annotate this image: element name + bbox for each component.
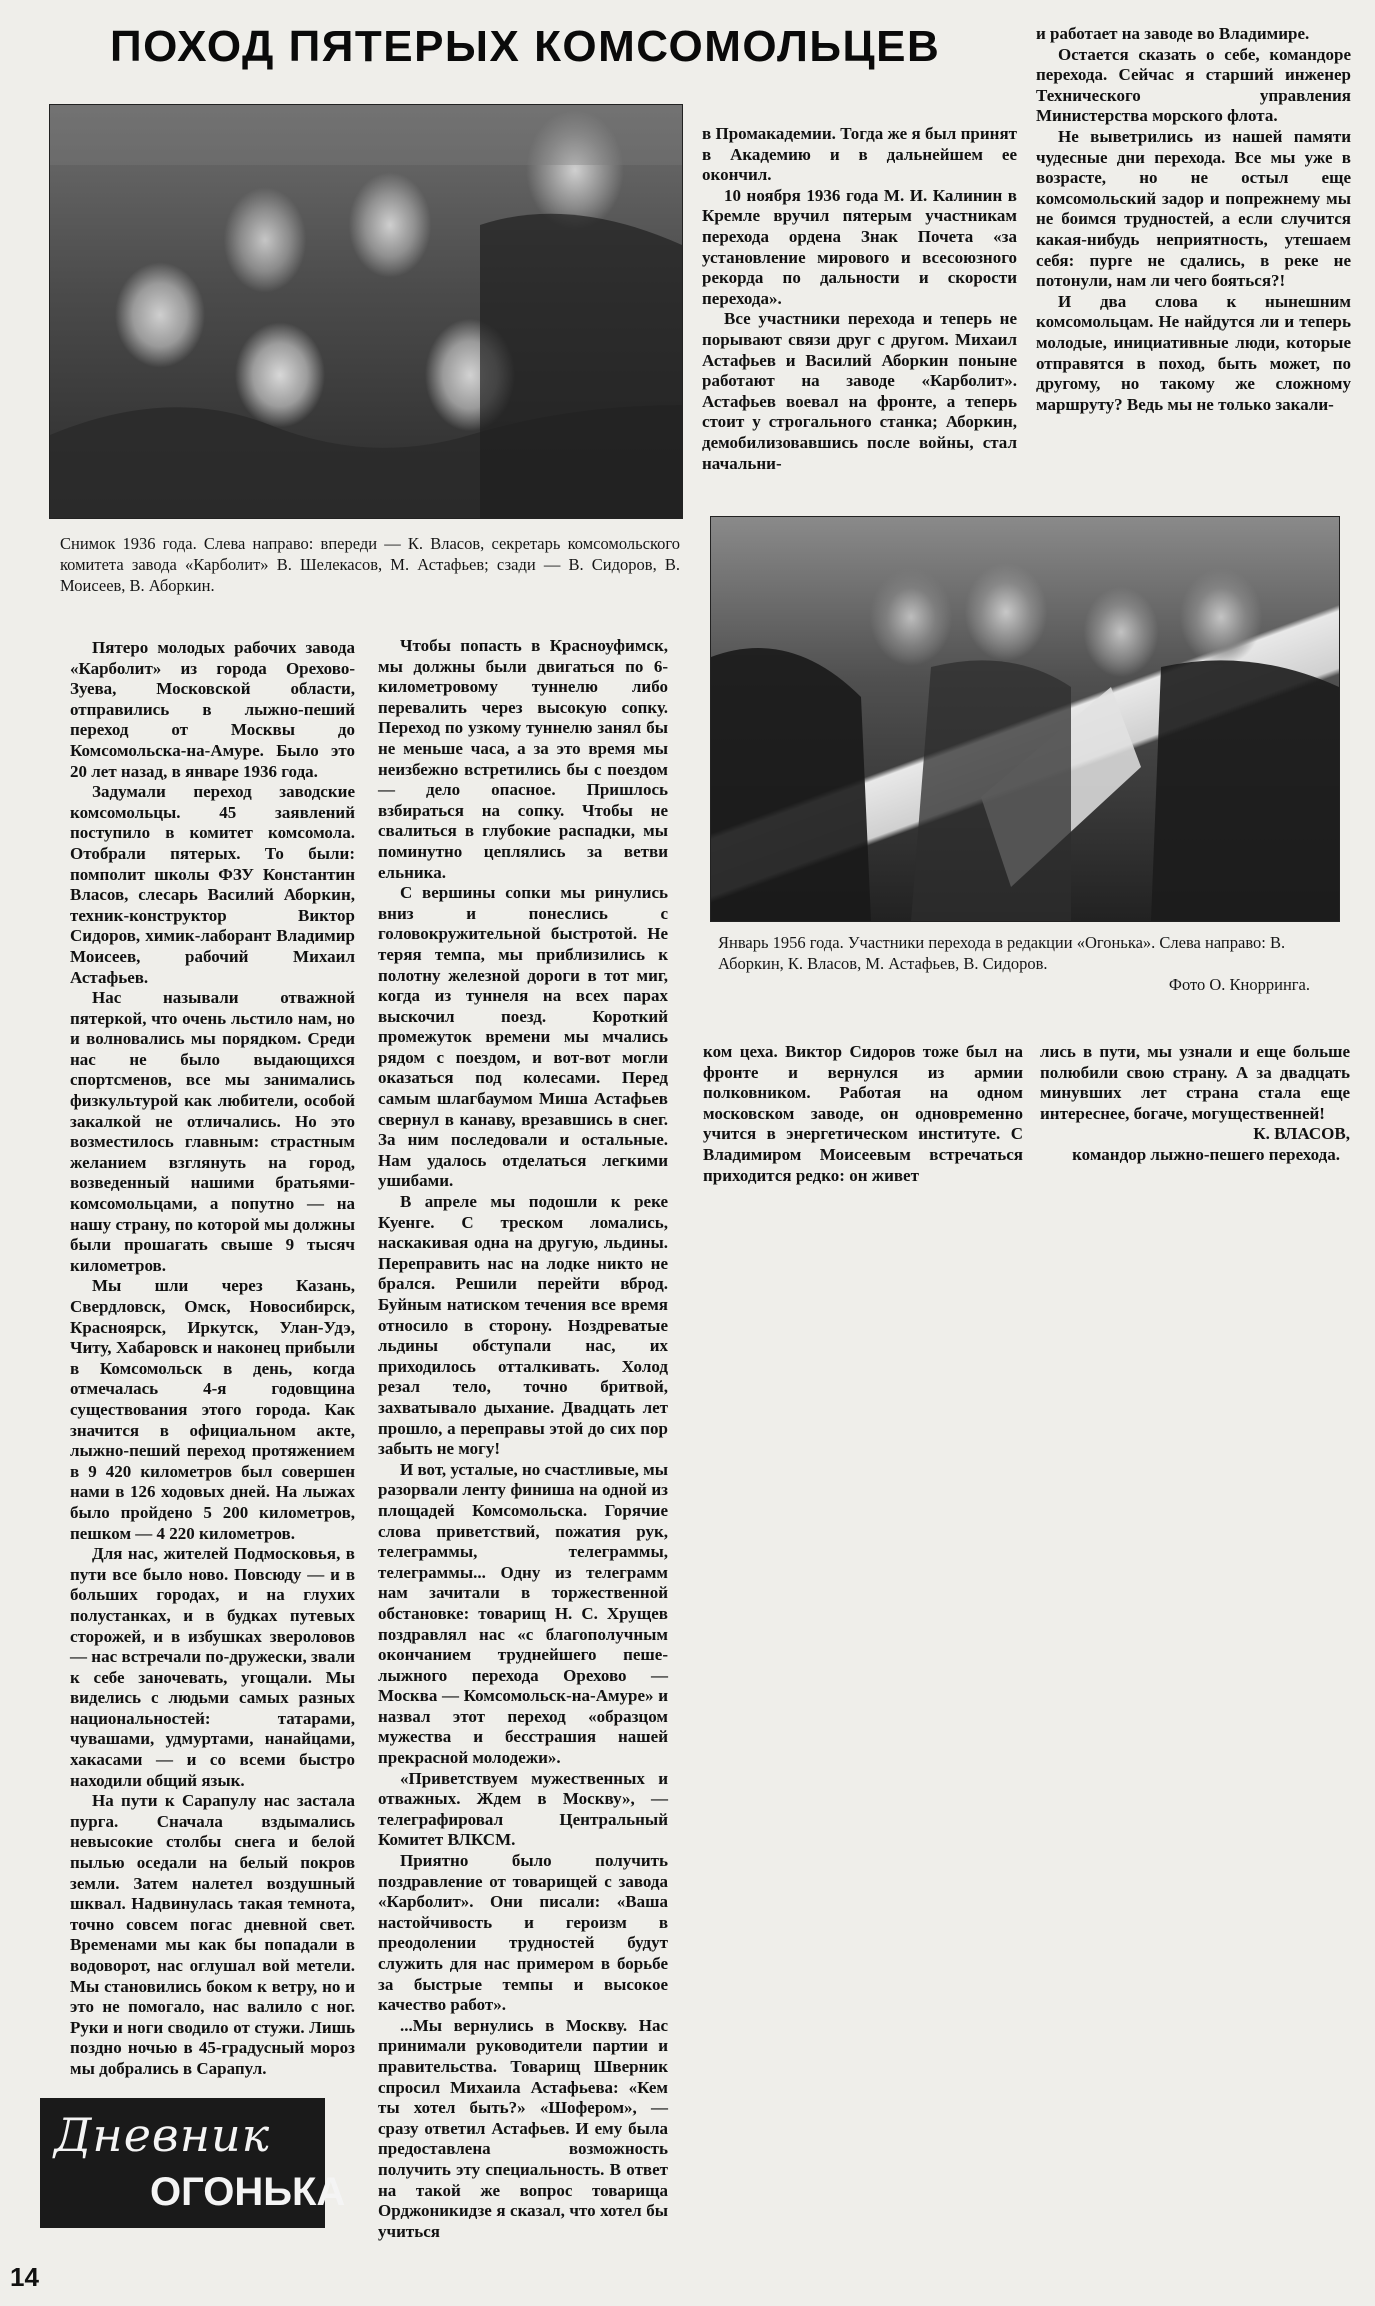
paragraph: лись в пути, мы узнали и еще больше полюбили свою страну. А за двадцать минувших лет страна стала еще интереснее, богаче, могущественней! [1040, 1042, 1350, 1123]
paragraph: Нас называли отважной пятеркой, что очень льстило нам, но и волновались мы порядком. Среди нас не было выдающихся спортсменов, все мы занимались физкультурой как любители, особой закалкой не отличались. Но это возместилось главным: страстным желанием взглянуть на город, возведенный нашими братьями-комсомольцами, а попутно — на нашу страну, по которой мы должны были прошагать свыше 9 тысяч километров. [70, 988, 355, 1275]
page-number: 14 [10, 2262, 39, 2292]
article-column-4 [1036, 24, 1351, 415]
author-signature: К. ВЛАСОВ, [1253, 1124, 1350, 1144]
paragraph: ...Мы вернулись в Москву. Нас принимали руководители партии и правительства. Товарищ Шверник спросил Михаила Астафьева: «Кем ты хотел быть?» «Шофером», — сразу ответил Астафьев. И ему была предоставлена возможность получить эту специальность. В ответ на такой же вопрос товарища Орджоникидзе я сказал, что хотел бы учиться [378, 2015, 668, 2241]
author-role: командор лыжно-пешего перехода. [1072, 1144, 1340, 1164]
article-column-5 [703, 1042, 1023, 1186]
paragraph: Чтобы попасть в Красноуфимск, мы должны были двигаться по 6-километровому туннелю либо перевалить через высокую сопку. Переход по узкому туннелю занял бы не меньше часа, а за это время мы неизбежно встретились бы с поездом — дело опасное. Пришлось взбираться на сопку. Чтобы не свалиться в глубокие распадки, мы поминутно цеплялись за ветви ельника. [378, 636, 668, 882]
paragraph: Мы шли через Казань, Свердловск, Омск, Новосибирск, Красноярск, Иркутск, Улан-Удэ, Читу, Хабаровск и наконец прибыли в Комсомольск в день, когда отмечалась 4-я годовщина существования этого города. Как значится в официальном акте, лыжно-пеший переход протяжением в 9 420 километров был совершен нами в 126 ходовых дней. На лыжах было пройдено 5 200 километров, пешком — 4 220 километров. [70, 1276, 355, 1543]
photo-credit: Фото О. Кнорринга. [1168, 975, 1310, 994]
paragraph: «Приветствуем мужественных и отважных. Ждем в Москву», — телеграфировал Центральный Комитет ВЛКСМ. [378, 1768, 668, 1850]
paragraph: и работает на заводе во Владимире. [1036, 24, 1310, 43]
photo-1956-caption-text: Январь 1956 года. Участники перехода в редакции «Огонька». Слева направо: В. Аборкин, К. Власов, М. Астафьев, В. Сидоров. [718, 933, 1286, 973]
paragraph: ком цеха. Виктор Сидоров тоже был на фронте и вернулся из армии полковником. Работая на одном московском заводе, он одновременно учится в энергетическом институте. С Владимиром Моисеевым встречаться приходится редко: он живет [703, 1042, 1023, 1185]
paragraph: 10 ноября 1936 года М. И. Калинин в Кремле вручил пятерым участникам перехода ордена Знак Почета «за установление мирового и всесоюзного рекорда по дальности и скорости перехода». [702, 185, 1017, 308]
paragraph: И два слова к нынешним комсомольцам. Не найдутся ли и теперь молодые, инициативные люди, которые отправятся в поход, быть может, по другому, но такому же сложному маршруту? Ведь мы не только закали- [1036, 291, 1351, 414]
paragraph: На пути к Сарапулу нас застала пурга. Сначала вздымались невысокие столбы снега и белой пылью оседали на белый покров земли. Затем налетел воздушный шквал. Надвинулась такая темнота, точно совсем погас дневной свет. Временами мы как бы попадали в водоворот, нас оглушал вой метели. Мы становились боком к ветру, но и это не помогало, нас валило с ног. Руки и ноги сводило от стужи. Лишь поздно ночью в 45-градусный мороз мы добрались в Сарапул. [70, 1791, 355, 2078]
paragraph: Приятно было получить поздравление от товарищей с завода «Карболит». Они писали: «Ваша настойчивость и героизм в преодолении трудностей будут служить для нас примером в борьбе за быстрые темпы и высокое качество работ». [378, 1851, 668, 2015]
article-column-2 [378, 636, 668, 2242]
ogonyok-diary-logo [40, 2098, 346, 2228]
photo-1956-caption [718, 932, 1340, 995]
headline: ПОХОД ПЯТЕРЫХ КОМСОМОЛЬЦЕВ [110, 22, 941, 71]
paragraph: в Промакадемии. Тогда же я был принят в Академию и в дальнейшем ее окончил. [702, 124, 1017, 185]
paragraph: Для нас, жителей Подмосковья, в пути все было ново. Повсюду — и в больших городах, и на глухих полустанках, и в будках путевых сторожей, и в избушках звероловов — нас встречали по-дружески, звали к себе заночевать, угощали. Мы виделись с людьми самых разных национальностей: татарами, чувашами, удмуртами, нанайцами, хакасами — и со всеми быстро находили общий язык. [70, 1544, 355, 1790]
paragraph: Остается сказать о себе, командоре перехода. Сейчас я старший инженер Технического управления Министерства морского флота. [1036, 44, 1351, 126]
photo-1956-group [710, 516, 1340, 922]
paragraph: Не выветрились из нашей памяти чудесные дни перехода. Все мы уже в возрасте, но не остыл еще комсомольский задор и попрежнему мы не боимся трудностей, а если случится какая-нибудь неприятность, утешаем себя: пурге не сдались, в реке не потонули, нам ли чего бояться?! [1036, 126, 1351, 291]
paragraph: В апреле мы подошли к реке Куенге. С треском ломались, наскакивая одна на другую, льдины. Переправить нас на лодке никто не брался. Решили перейти вброд. Буйным натиском течения все время относило в сторону. Ноздреватые льдины обступали нас, их приходилось отталкивать. Холод резал тело, точно бритвой, захватывало дыхание. Двадцать лет прошло, а переправы этой до сих пор забыть не могу! [378, 1192, 668, 1459]
article-column-6 [1040, 1042, 1350, 1166]
article-column-1 [70, 638, 355, 2080]
paragraph: Пятеро молодых рабочих завода «Карболит» из города Орехово-Зуева, Московской области, отправились в лыжно-пеший переход от Москвы до Комсомольска-на-Амуре. Было это 20 лет назад, в январе 1936 года. [70, 638, 355, 781]
photo-1936-caption: Снимок 1936 года. Слева направо: впереди — К. Власов, секретарь комсомольского комитета завода «Карболит» В. Шелекасов, М. Астафьев; сзади — В. Сидоров, В. Моисеев, В. Аборкин. [60, 534, 680, 595]
article-column-3 [702, 124, 1017, 474]
paragraph: И вот, усталые, но счастливые, мы разорвали ленту финиша на одной из площадей Комсомольска. Горячие слова приветствий, пожатия рук, телеграммы, телеграммы, телеграммы... Одну из телеграмм нам зачитали в торжественной обстановке: товарищ Н. С. Хрущев поздравлял нас «с благополучным окончанием труднейшего пеше-лыжного перехода Орехово — Москва — Комсомольск-на-Амуре» и назвал этот переход «образцом мужества и бесстрашия нашей прекрасной молодежи». [378, 1459, 668, 1768]
paragraph: Задумали переход заводские комсомольцы. 45 заявлений поступило в комитет комсомола. Отобрали пятерых. То были: помполит школы ФЗУ Константин Власов, слесарь Василий Аборкин, техник-конструктор Виктор Сидоров, химик-лаборант Владимир Моисеев, рабочий Михаил Астафьев. [70, 782, 355, 987]
logo-script-text: Дневник [54, 2108, 271, 2162]
paragraph: С вершины сопки мы ринулись вниз и понеслись с головокружительной быстротой. Не теряя темпа, мы приблизились к полотну железной дороги в тот миг, когда из туннеля на всех парах выскочил поезд. Короткий промежуток времени мы мчались рядом с поездом, и вот-вот могли оказаться под колесами. Перед самым шлагбаумом Миша Астафьев свернул в канаву, врезавшись в снег. За ним последовали и остальные. Нам удалось отделаться легкими ушибами. [378, 883, 668, 1191]
photo-1936-group [49, 104, 683, 519]
logo-block-text: ОГОНЬКА [150, 2170, 346, 2214]
paragraph: Все участники перехода и теперь не порывают связи друг с другом. Михаил Астафьев и Василий Аборкин поныне работают на заводе «Карболит». Астафьев воевал на фронте, а теперь стоит у строгального станка; Аборкин, демобилизовавшись после войны, стал начальни- [702, 309, 1017, 473]
